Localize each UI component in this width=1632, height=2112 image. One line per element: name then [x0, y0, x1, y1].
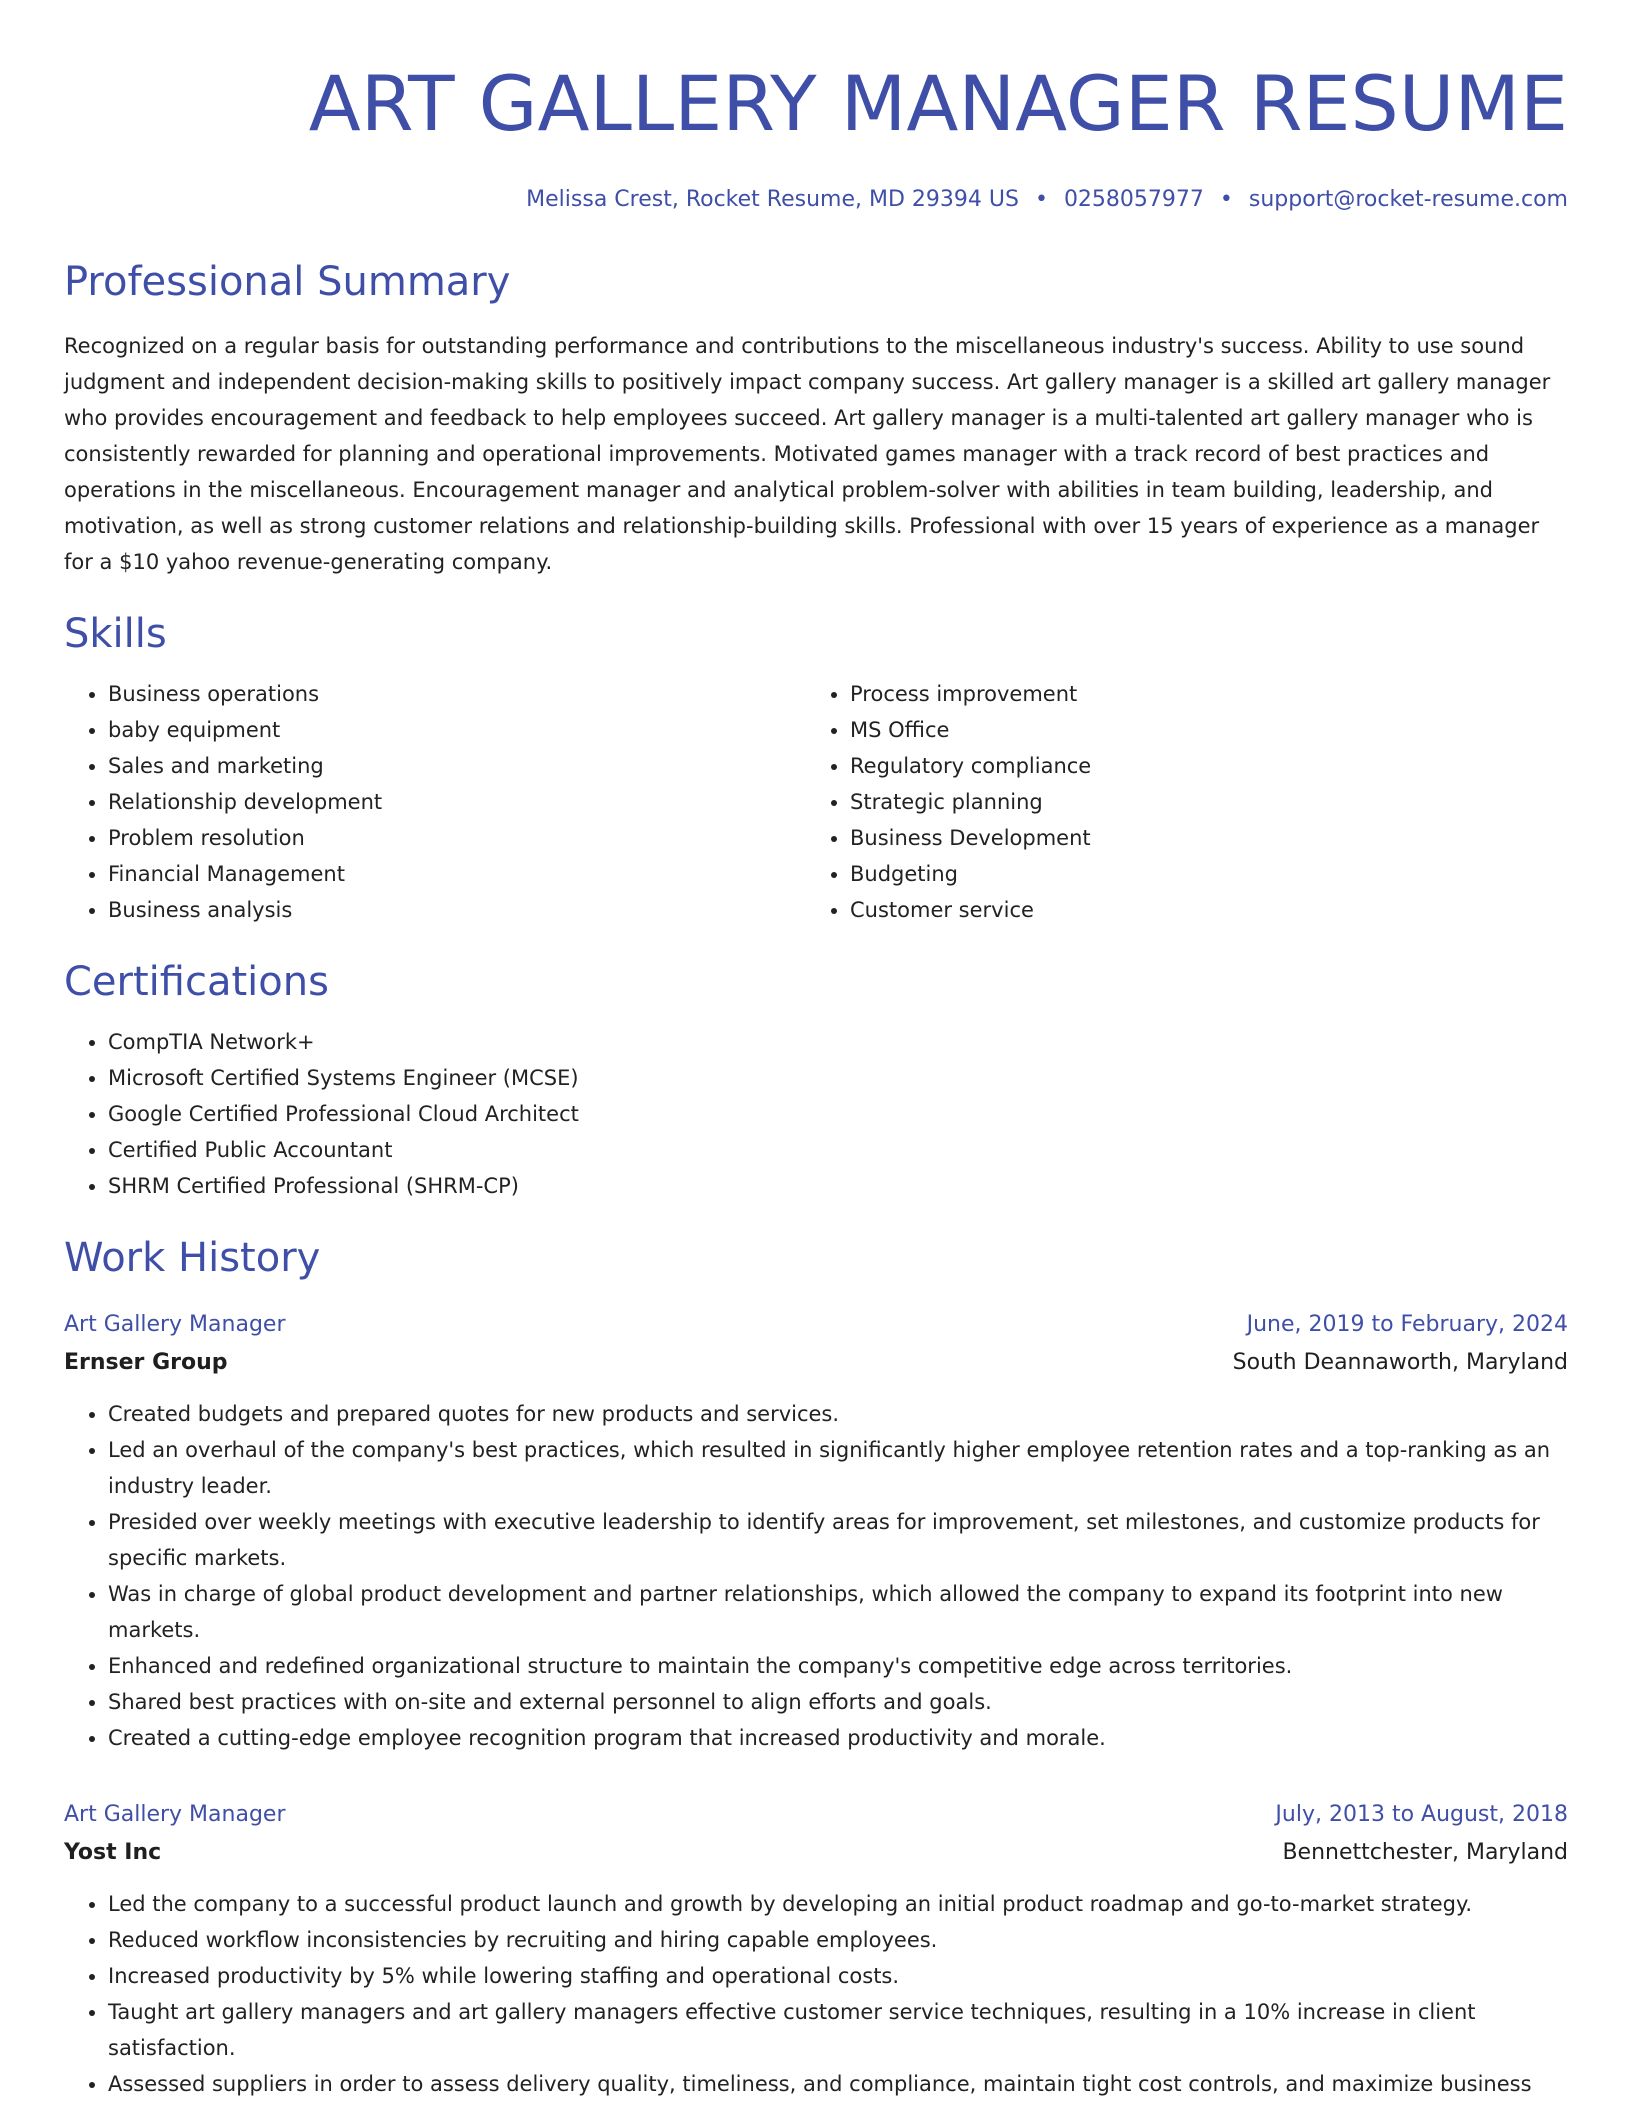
certification-item: • Certified Public Accountant [108, 1132, 1568, 1168]
job-entry [64, 1796, 1568, 2102]
skills-list-right [806, 676, 1548, 928]
skill-item: • Problem resolution [108, 820, 806, 856]
job-duty-item: • Increased productivity by 5% while lowering staffing and operational costs. [108, 1958, 1568, 1994]
job-company: Yost Inc [64, 1840, 162, 1865]
section-heading-work-history: Work History [64, 1235, 321, 1281]
job-title: Art Gallery Manager [64, 1312, 286, 1337]
skill-item: • Customer service [850, 892, 1548, 928]
skill-item: • baby equipment [108, 712, 806, 748]
skill-item: • Process improvement [850, 676, 1548, 712]
skill-item: • Business operations [108, 676, 806, 712]
certification-item: • SHRM Certified Professional (SHRM-CP) [108, 1168, 1568, 1204]
skill-item: • Budgeting [850, 856, 1548, 892]
job-location: South Deannaworth, Maryland [1232, 1350, 1568, 1375]
skills-section [64, 608, 1568, 928]
contact-separator: • [1034, 187, 1048, 212]
job-duty-item: • Led the company to a successful product launch and growth by developing an initial product roadmap and go-to-market strategy. [108, 1886, 1568, 1922]
job-company-row [64, 1344, 1568, 1382]
skill-item: • Regulatory compliance [850, 748, 1548, 784]
resume-title: ART GALLERY MANAGER RESUME [308, 59, 1568, 148]
skills-column-left [64, 676, 806, 928]
skill-item: • Sales and marketing [108, 748, 806, 784]
job-duty-item: • Led an overhaul of the company's best practices, which resulted in significantly higher employee retention rates and a top-ranking as an industry leader. [108, 1432, 1568, 1504]
section-heading-skills: Skills [64, 611, 167, 657]
summary-text: Recognized on a regular basis for outstanding performance and contributions to the miscellaneous industry's success. Ability to use sound judgment and independent decision-making skills to positively impact company success. Art gallery manager is a skilled art gallery manager who provides encouragement and feedback to help employees succeed. Art gallery manager is a multi-talented art gallery manager who is consistently rewarded for planning and operational improvements. Motivated games manager with a track record of best practices and operations in the miscellaneous. Encouragement manager and analytical problem-solver with abilities in team building, leadership, and motivation, as well as strong customer relations and relationship-building skills. Professional with over 15 years of experience as a manager for a $10 yahoo revenue-generating company. [64, 334, 1551, 574]
job-header-row [64, 1306, 1568, 1344]
summary-section [64, 256, 1568, 580]
contact-phone: 0258057977 [1063, 187, 1204, 212]
job-duty-item: • Presided over weekly meetings with executive leadership to identify areas for improvement, set milestones, and customize products for specific markets. [108, 1504, 1568, 1576]
job-duty-item: • Reduced workflow inconsistencies by recruiting and hiring capable employees. [108, 1922, 1568, 1958]
job-duty-item: • Assessed suppliers in order to assess delivery quality, timeliness, and compliance, maintain tight cost controls, and maximize business [108, 2066, 1568, 2102]
job-title: Art Gallery Manager [64, 1802, 286, 1827]
skills-grid [64, 676, 1568, 928]
job-dates: June, 2019 to February, 2024 [1246, 1312, 1568, 1337]
certifications-list [64, 1024, 1568, 1204]
job-location: Bennettchester, Maryland [1282, 1840, 1568, 1865]
skill-item: • Business analysis [108, 892, 806, 928]
contact-address: Melissa Crest, Rocket Resume, MD 29394 US [526, 187, 1019, 212]
job-entry [64, 1306, 1568, 1756]
job-duty-item: • Taught art gallery managers and art gallery managers effective customer service techniques, resulting in a 10% increase in client satisfaction. [108, 1994, 1568, 2066]
skill-item: • Financial Management [108, 856, 806, 892]
job-company-row [64, 1834, 1568, 1872]
job-company: Ernser Group [64, 1350, 228, 1375]
skills-list-left [64, 676, 806, 928]
skills-column-right [806, 676, 1548, 928]
job-duties-list [64, 1396, 1568, 1756]
section-heading-certifications: Certifications [64, 959, 329, 1005]
skill-item: • MS Office [850, 712, 1548, 748]
job-duty-item: • Shared best practices with on-site and external personnel to align efforts and goals. [108, 1684, 1568, 1720]
contact-separator: • [1219, 187, 1233, 212]
job-duty-item: • Was in charge of global product development and partner relationships, which allowed the company to expand its footprint into new markets. [108, 1576, 1568, 1648]
contact-email: support@rocket-resume.com [1248, 187, 1568, 212]
certification-item: • CompTIA Network+ [108, 1024, 1568, 1060]
certifications-section [64, 956, 1568, 1204]
certification-item: • Microsoft Certified Systems Engineer (MCSE) [108, 1060, 1568, 1096]
skill-item: • Relationship development [108, 784, 806, 820]
section-heading-summary: Professional Summary [64, 259, 511, 305]
job-duty-item: • Enhanced and redefined organizational structure to maintain the company's competitive edge across territories. [108, 1648, 1568, 1684]
job-dates: July, 2013 to August, 2018 [1275, 1802, 1568, 1827]
skill-item: • Strategic planning [850, 784, 1548, 820]
certification-item: • Google Certified Professional Cloud Architect [108, 1096, 1568, 1132]
skill-item: • Business Development [850, 820, 1548, 856]
job-duty-item: • Created a cutting-edge employee recognition program that increased productivity and morale. [108, 1720, 1568, 1756]
job-duty-item: • Created budgets and prepared quotes for new products and services. [108, 1396, 1568, 1432]
contact-line [64, 184, 1568, 216]
work-history-section [64, 1232, 1568, 2102]
job-header-row [64, 1796, 1568, 1834]
job-duties-list [64, 1886, 1568, 2102]
